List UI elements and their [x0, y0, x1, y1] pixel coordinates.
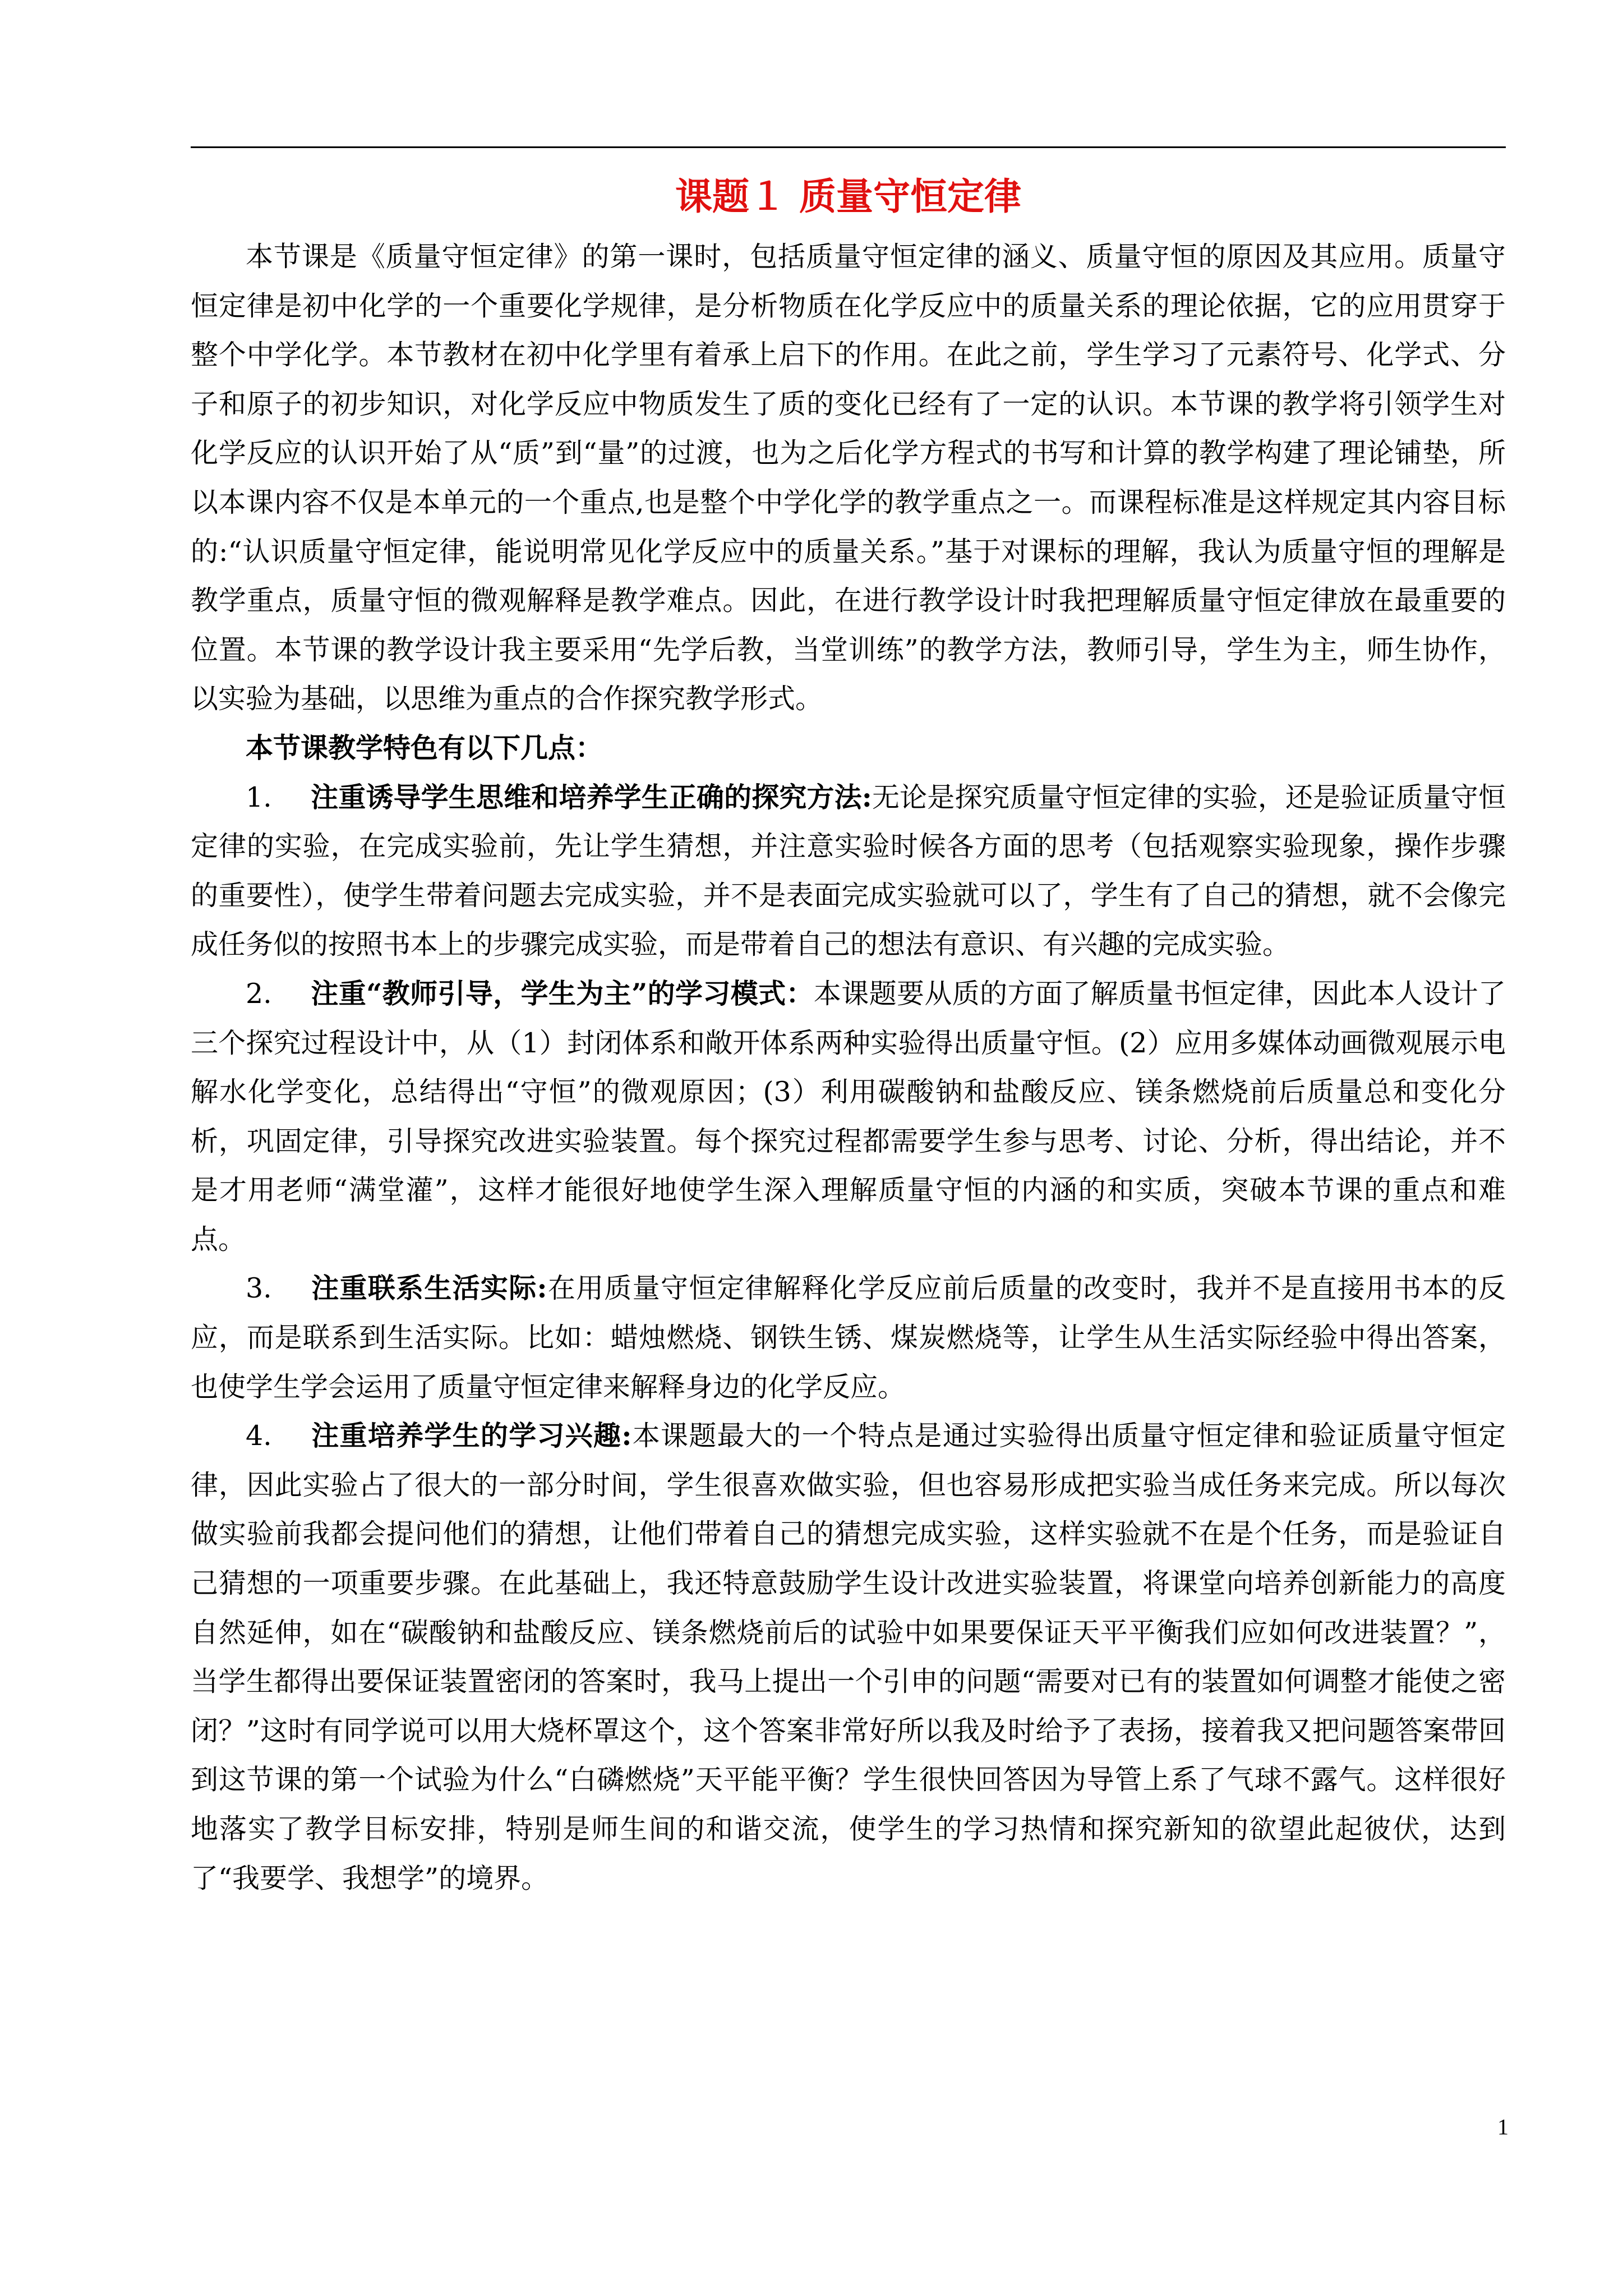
point-2-body: 本课题要从质的方面了解质量书恒定律，因此本人设计了三个探究过程设计中，从（1）封闭体系和敞开体系两种实验得出质量守恒。(2）应用多媒体动画微观展示电解水化学变化，总结得出“守恒”的微观原因；(3）利用碳酸钠和盐酸反应、镁条燃烧前后质量总和变化分析，巩固定律，引导探究改进实验装置。每个探究过程都需要学生参与思考、讨论、分析，得出结论，并不是才用老师“满堂灌”，这样才能很好地使学生深入理解质量守恒的内涵的和实质，突破本节课的重点和难点。: [191, 977, 1506, 1255]
features-heading: 本节课教学特色有以下几点：: [246, 731, 603, 764]
point-2-title: 注重“教师引导，学生为主”的学习模式：: [311, 977, 814, 1010]
intro-paragraph: 本节课是《质量守恒定律》的第一课时，包括质量守恒定律的涵义、质量守恒的原因及其应用。质量守恒定律是初中化学的一个重要化学规律，是分析物质在化学反应中的质量关系的理论依据，它的应用贯穿于整个中学化学。本节教材在初中化学里有着承上启下的作用。在此之前，学生学习了元素符号、化学式、分子和原子的初步知识，对化学反应中物质发生了质的变化已经有了一定的认识。本节课的教学将引领学生对化学反应的认识开始了从“质”到“量”的过渡，也为之后化学方程式的书写和计算的教学构建了理论铺垫，所以本课内容不仅是本单元的一个重点,也是整个中学化学的教学重点之一。而课程标准是这样规定其内容目标的:“认识质量守恒定律，能说明常见化学反应中的质量关系。”基于对课标的理解，我认为质量守恒的理解是教学重点，质量守恒的微观解释是教学难点。因此，在进行教学设计时我把理解质量守恒定律放在最重要的位置。本节课的教学设计我主要采用“先学后教，当堂训练”的教学方法，教师引导，学生为主，师生协作，以实验为基础，以思维为重点的合作探究教学形式。: [191, 241, 1506, 715]
page-number: 1: [1497, 2114, 1509, 2139]
point-2: [191, 969, 1506, 1264]
point-1-body: 无论是探究质量守恒定律的实验，还是验证质量守恒定律的实验，在完成实验前，先让学生猜想，并注意实验时候各方面的思考（包括观察实验现象，操作步骤的重要性），使学生带着问题去完成实验，并不是表面完成实验就可以了，学生有了自己的猜想，就不会像完成任务似的按照书本上的步骤完成实验，而是带着自己的想法有意识、有兴趣的完成实验。: [191, 781, 1506, 961]
point-3-title: 注重联系生活实际:: [311, 1272, 547, 1305]
header-rule: [191, 146, 1506, 148]
page-title: 课题１ 质量守恒定律: [675, 174, 1021, 218]
point-3-body: 在用质量守恒定律解释化学反应前后质量的改变时，我并不是直接用书本的反应，而是联系到生活实际。比如：蜡烛燃烧、钢铁生锈、煤炭燃烧等，让学生从生活实际经验中得出答案，也使学生学会运用了质量守恒定律来解释身边的化学反应。: [191, 1272, 1506, 1403]
point-1: [191, 773, 1506, 969]
point-4-body: 本课题最大的一个特点是通过实验得出质量守恒定律和验证质量守恒定律，因此实验占了很大的一部分时间，学生很喜欢做实验，但也容易形成把实验当成任务来完成。所以每次做实验前我都会提问他们的猜想，让他们带着自己的猜想完成实验，这样实验就不在是个任务，而是验证自己猜想的一项重要步骤。在此基础上，我还特意鼓励学生设计改进实验装置，将课堂向培养创新能力的高度自然延伸，如在“碳酸钠和盐酸反应、镁条燃烧前后的试验中如果要保证天平平衡我们应如何改进装置？”，当学生都得出要保证装置密闭的答案时，我马上提出一个引申的问题“需要对已有的装置如何调整才能使之密闭？”这时有同学说可以用大烧杯罩这个，这个答案非常好所以我及时给予了表扬，接着我又把问题答案带回到这节课的第一个试验为什么“白磷燃烧”天平能平衡？学生很快回答因为导管上系了气球不露气。这样很好地落实了教学目标安排，特别是师生间的和谐交流，使学生的学习热情和探究新知的欲望此起彼伏，达到了“我要学、我想学”的境界。: [191, 1420, 1506, 1894]
point-4-title: 注重培养学生的学习兴趣:: [311, 1419, 632, 1452]
point-4-number: 4.: [246, 1420, 272, 1452]
point-3: [191, 1264, 1506, 1411]
point-1-title: 注重诱导学生思维和培养学生正确的探究方法:: [311, 780, 872, 813]
point-3-number: 3.: [246, 1272, 272, 1305]
point-4: [191, 1411, 1506, 1903]
document-body: [191, 168, 1506, 1903]
point-1-number: 1.: [246, 781, 272, 813]
point-2-number: 2.: [246, 977, 272, 1010]
